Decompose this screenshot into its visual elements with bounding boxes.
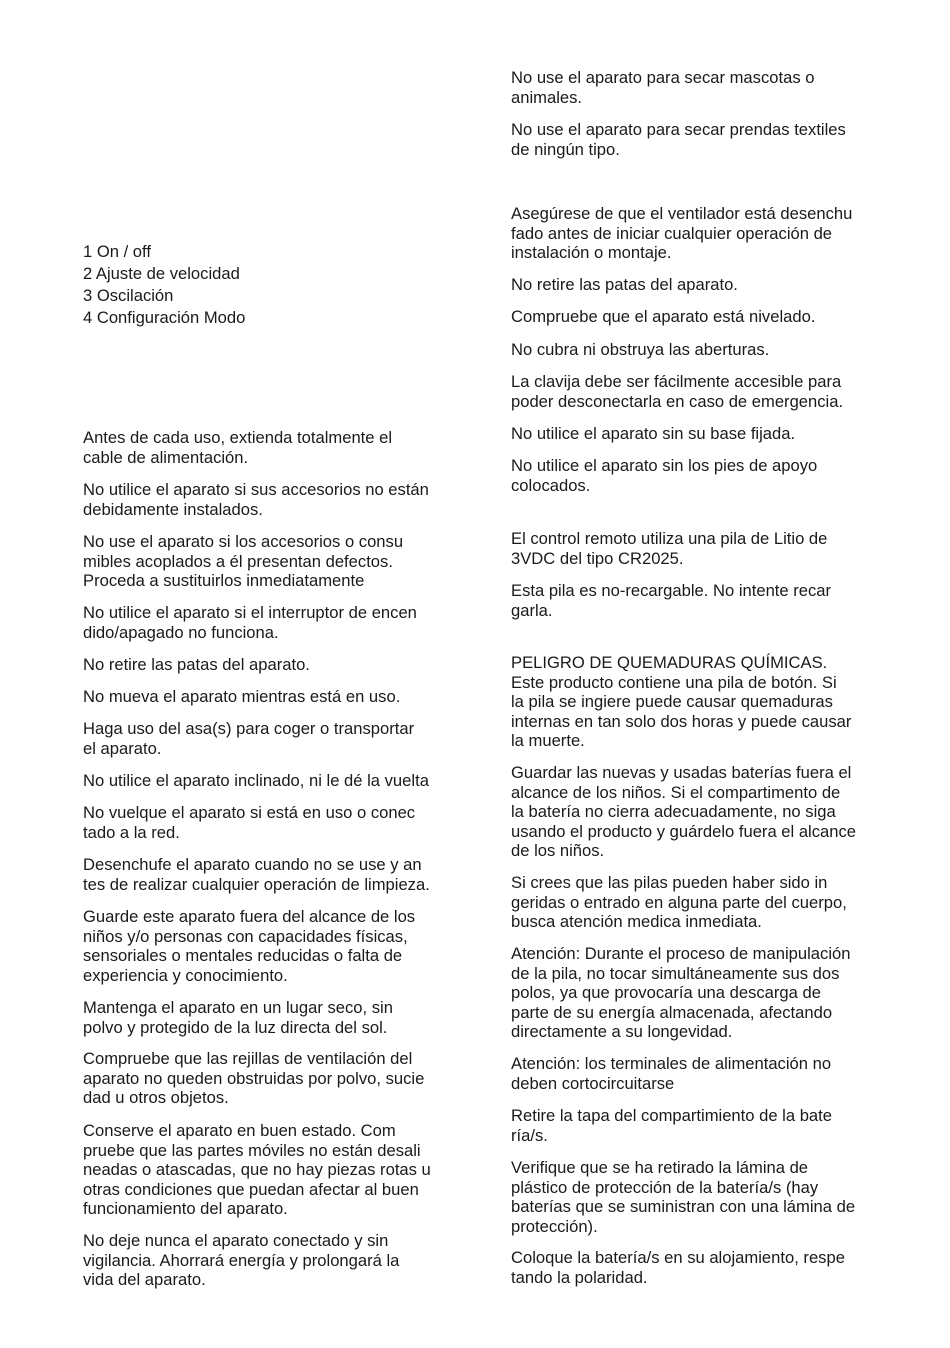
paragraph: Atención: Durante el proceso de manipulación de la pila, no tocar simultáneamente sus dos polos, ya que provocaría una descarga de parte de su energía almacenada, afectando directamente a su longevidad. <box>511 944 851 1042</box>
paragraph: Asegúrese de que el ventilador está desenchu fado antes de iniciar cualquier operación de instalación o montaje. <box>511 204 853 263</box>
paragraph: Antes de cada uso, extienda totalmente el cable de alimentación. <box>83 428 393 467</box>
parts-list-item: 4 Configuración Modo <box>83 308 246 327</box>
paragraph: Guardar las nuevas y usadas baterías fuera el alcance de los niños. Si el compartimento de la batería no cierra adecuadamente, no siga usando el producto y guárdelo fuera el alcance de los niños. <box>511 763 857 861</box>
paragraph: Mantenga el aparato en un lugar seco, sin polvo y protegido de la luz directa del sol. <box>83 998 393 1037</box>
paragraph: Retire la tapa del compartimiento de la bate ría/s. <box>511 1106 832 1145</box>
parts-list-item: 2 Ajuste de velocidad <box>83 264 240 283</box>
paragraph: No cubra ni obstruya las aberturas. <box>511 340 770 359</box>
paragraph: Atención: los terminales de alimentación no deben cortocircuitarse <box>511 1054 832 1093</box>
paragraph: No utilice el aparato si el interruptor de encen dido/apagado no funciona. <box>83 603 417 642</box>
paragraph: No use el aparato para secar prendas textiles de ningún tipo. <box>511 120 846 159</box>
parts-list <box>83 241 383 329</box>
paragraph: No mueva el aparato mientras está en uso. <box>83 687 401 706</box>
paragraph: No utilice el aparato sin su base fijada. <box>511 424 796 443</box>
paragraph: El control remoto utiliza una pila de Litio de 3VDC del tipo CR2025. <box>511 529 828 568</box>
parts-list-item: 3 Oscilación <box>83 286 174 305</box>
paragraph: No utilice el aparato si sus accesorios no están debidamente instalados. <box>83 480 429 519</box>
paragraph: Haga uso del asa(s) para coger o transportar el aparato. <box>83 719 415 758</box>
paragraph: La clavija debe ser fácilmente accesible para poder desconectarla en caso de emergencia. <box>511 372 844 411</box>
paragraph: Esta pila es no-recargable. No intente recar garla. <box>511 581 832 620</box>
paragraph: Si crees que las pilas pueden haber sido in geridas o entrado en alguna parte del cuerpo, busca atención medica inmediata. <box>511 873 847 932</box>
parts-list-item: 1 On / off <box>83 242 151 261</box>
paragraph: Desenchufe el aparato cuando no se use y an tes de realizar cualquier operación de limpieza. <box>83 855 430 894</box>
paragraph: No use el aparato si los accesorios o consu mibles acoplados a él presentan defectos. Proceda a sustituirlos inmediatamente <box>83 532 404 591</box>
paragraph: No deje nunca el aparato conectado y sin vigilancia. Ahorrará energía y prolongará la vida del aparato. <box>83 1231 400 1290</box>
paragraph: No vuelque el aparato si está en uso o conec tado a la red. <box>83 803 416 842</box>
paragraph: Verifique que se ha retirado la lámina de plástico de protección de la batería/s (hay baterías que se suministran con una lámina de protección). <box>511 1158 856 1236</box>
paragraph: No retire las patas del aparato. <box>83 655 310 674</box>
paragraph: No use el aparato para secar mascotas o animales. <box>511 68 815 107</box>
paragraph: Conserve el aparato en buen estado. Com pruebe que las partes móviles no están desali neadas o atascadas, que no hay piezas rotas u otras condiciones que puedan afectar al buen funcionamiento del aparato. <box>83 1121 431 1219</box>
paragraph: No utilice el aparato sin los pies de apoyo colocados. <box>511 456 818 495</box>
paragraph: Coloque la batería/s en su alojamiento, respe tando la polaridad. <box>511 1248 845 1287</box>
paragraph: No retire las patas del aparato. <box>511 275 738 294</box>
paragraph: No utilice el aparato inclinado, ni le dé la vuelta <box>83 771 429 790</box>
paragraph: PELIGRO DE QUEMADURAS QUÍMICAS. Este producto contiene una pila de botón. Si la pila se ingiere puede causar quemaduras internas en tan solo dos horas y puede causar la muerte. <box>511 653 852 751</box>
paragraph: Guarde este aparato fuera del alcance de los niños y/o personas con capacidades físicas, sensoriales o mentales reducidas o falta de experiencia y conocimiento. <box>83 907 416 985</box>
paragraph: Compruebe que las rejillas de ventilación del aparato no queden obstruidas por polvo, sucie dad u otros objetos. <box>83 1049 425 1108</box>
paragraph: Compruebe que el aparato está nivelado. <box>511 307 816 326</box>
